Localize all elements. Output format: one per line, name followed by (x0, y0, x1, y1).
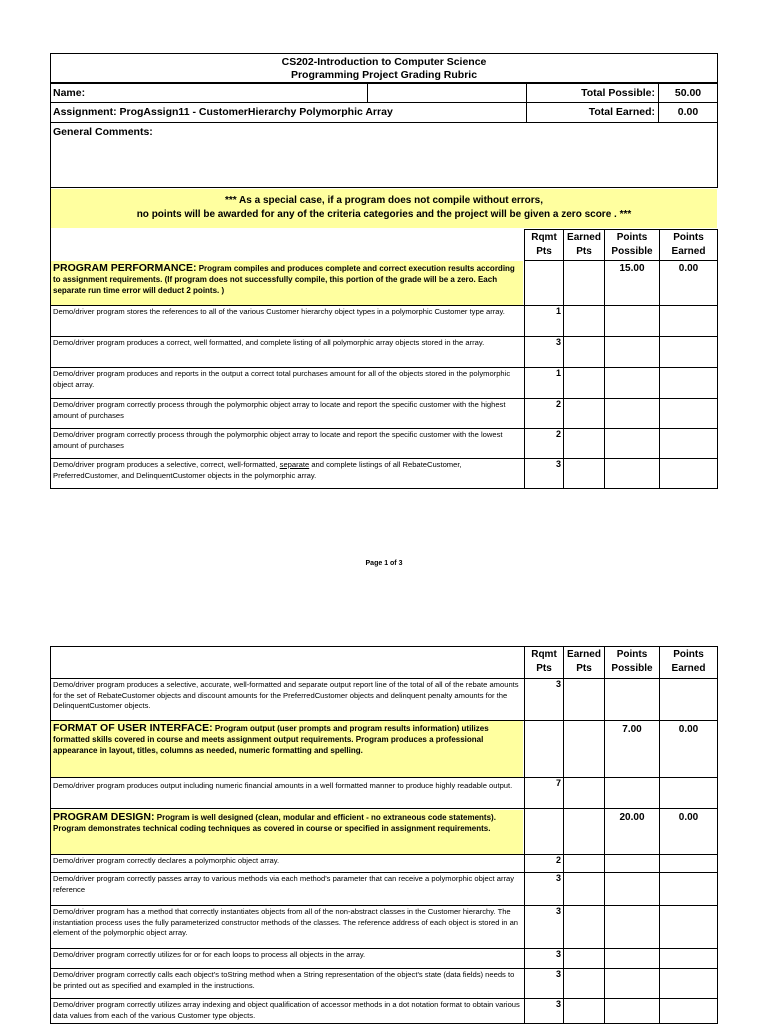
table-row: Demo/driver program correctly calls each object's toString method when a String representation of the object's state (data fields) needs to be printed out as specified and exampled in the instructions. (50, 968, 525, 999)
points-earned-cell (659, 777, 718, 809)
rqmt-pts-cell: 1 (524, 367, 564, 399)
total-possible-value-cell (658, 83, 718, 103)
perf-rqmt-cell (524, 260, 564, 306)
points-possible-cell (604, 398, 660, 429)
earned-pts-cell[interactable] (563, 305, 605, 337)
total-earned-label-cell (526, 102, 659, 123)
design-points-possible: 20.00 (619, 812, 645, 823)
design-earned-cell[interactable] (563, 808, 605, 855)
points-possible-cell (604, 305, 660, 337)
table-row: Demo/driver program correctly declares a polymorphic object array. (50, 854, 525, 873)
points-possible-cell (604, 968, 660, 999)
col-earned-pts: Earned Pts (563, 229, 605, 261)
total-earned-label: Total Earned: (588, 106, 655, 118)
design-heading: PROGRAM DESIGN: (53, 811, 155, 823)
rqmt-pts-cell: 2 (524, 854, 564, 873)
earned-pts-cell[interactable] (563, 777, 605, 809)
table-row: Demo/driver program produces a selective, accurate, well-formatted and separate output report line of the total of all of the rebate amounts for the set of RebateCustomer objects and discount amounts for the PreferredCustomer objects and delinquent penalty amounts for the DelinquentCustomer objects. (50, 678, 525, 721)
earned-pts-cell[interactable] (563, 872, 605, 906)
section-format-user-interface (51, 721, 523, 777)
earned-pts-cell[interactable] (563, 905, 605, 949)
rqmt-pts-cell: 3 (524, 678, 564, 721)
earned-pts-cell[interactable] (563, 678, 605, 721)
rqmt-pts-cell: 3 (524, 872, 564, 906)
format-heading: FORMAT OF USER INTERFACE: (53, 722, 213, 734)
general-comments-label: General Comments: (53, 126, 153, 138)
table-row: Demo/driver program correctly process through the polymorphic object array to locate and report the specific customer with the lowest amount of purchases (50, 428, 525, 459)
earned-pts-cell[interactable] (563, 398, 605, 429)
rubric-header (50, 53, 718, 83)
notice-line-2: no points will be awarded for any of the criteria categories and the project will be given a zero score . *** (136, 209, 632, 220)
page-footer: Page 1 of 3 (365, 560, 403, 567)
perf-earned-cell[interactable] (563, 260, 605, 306)
table-row: Demo/driver program stores the references to all of the various Customer hierarchy object types in a polymorphic Customer type array. (50, 305, 525, 337)
table-row: Demo/driver program correctly passes array to various methods via each method's parameter that can receive a polymorphic object array reference (50, 872, 525, 906)
format-description: Program output (user prompts and program results information) utilizes formatted skills covered in course and meets assignment output requirements. Program produces a professional appearance in layout, titles, columns as needed, numeric formatting and spelling. (53, 724, 489, 755)
points-possible-cell (604, 428, 660, 459)
earned-pts-cell[interactable] (563, 336, 605, 368)
points-earned-cell (659, 305, 718, 337)
format-possible-cell (604, 720, 660, 778)
table-row: Demo/driver program has a method that correctly instantiates objects from all of the non-abstract classes in the Customer hierarchy. The instantiation process uses the fully parameterized constructor methods of the classes. The reference address of each object is stored in an element of the polymorphic object array. (50, 905, 525, 949)
performance-points-earned: 0.00 (678, 263, 699, 274)
earned-pts-cell[interactable] (563, 428, 605, 459)
earned-pts-cell[interactable] (563, 968, 605, 999)
total-possible-label: Total Possible: (581, 87, 655, 99)
notice-line-1: *** As a special case, if a program does not compile without errors, (224, 195, 544, 206)
section-program-performance (51, 261, 523, 305)
rqmt-pts-cell: 3 (524, 905, 564, 949)
points-possible-cell (604, 678, 660, 721)
design-earned-total-cell (659, 808, 718, 855)
col-rqmt-pts: Rqmt Pts (524, 646, 564, 679)
compile-notice (51, 189, 717, 228)
points-earned-cell (659, 336, 718, 368)
assignment-cell (50, 102, 527, 123)
col-points-earned: Points Earned (659, 229, 718, 261)
earned-pts-cell[interactable] (563, 998, 605, 1024)
points-earned-cell (659, 398, 718, 429)
col-points-possible: Points Possible (604, 229, 660, 261)
earned-pts-cell[interactable] (563, 854, 605, 873)
col-rqmt-pts: Rqmt Pts (524, 229, 564, 261)
points-possible-cell (604, 367, 660, 399)
rqmt-pts-cell: 3 (524, 336, 564, 368)
points-earned-cell (659, 367, 718, 399)
format-earned-cell[interactable] (563, 720, 605, 778)
total-possible-value: 50.00 (674, 87, 702, 99)
rqmt-pts-cell: 2 (524, 428, 564, 459)
earned-pts-cell[interactable] (563, 948, 605, 969)
rubric-subtitle: Programming Project Grading Rubric (290, 69, 478, 81)
points-possible-cell (604, 777, 660, 809)
performance-description: Program compiles and produces complete and correct execution results according to assignment requirements. (If program does not successfully compile, this portion of the grade will be a zero. Each separate run time error will deduct 2 points. ) (53, 264, 515, 295)
earned-pts-cell[interactable] (563, 367, 605, 399)
perf-possible-cell (604, 260, 660, 306)
points-possible-cell (604, 458, 660, 489)
points-earned-cell (659, 854, 718, 873)
rqmt-pts-cell: 2 (524, 398, 564, 429)
col-earned-pts: Earned Pts (563, 646, 605, 679)
rqmt-pts-cell: 3 (524, 998, 564, 1024)
format-points-earned: 0.00 (678, 724, 699, 735)
rqmt-pts-cell: 3 (524, 458, 564, 489)
name-label: Name: (53, 87, 86, 99)
table-row: Demo/driver program correctly process through the polymorphic object array to locate and report the specific customer with the highest amount of purchases (50, 398, 525, 429)
performance-points-possible: 15.00 (619, 263, 645, 274)
design-description: Program is well designed (clean, modular and efficient - no extraneous code statements). Program demonstrates technical coding techniques as covered in course or specified in assignment requirements. (53, 813, 496, 833)
design-rqmt-cell (524, 808, 564, 855)
section-program-design (51, 810, 523, 854)
col-points-possible: Points Possible (604, 646, 660, 679)
table-row: Demo/driver program correctly utilizes for or for each loops to process all objects in the array. (50, 948, 525, 969)
points-earned-cell (659, 968, 718, 999)
table-row: Demo/driver program produces output including numeric financial amounts in a well formatted manner to produce highly readable output. (50, 777, 525, 809)
design-possible-cell (604, 808, 660, 855)
points-earned-cell (659, 998, 718, 1024)
total-earned-value: 0.00 (677, 106, 699, 118)
points-earned-cell (659, 948, 718, 969)
points-possible-cell (604, 854, 660, 873)
points-possible-cell (604, 948, 660, 969)
design-points-earned: 0.00 (678, 812, 699, 823)
points-earned-cell (659, 428, 718, 459)
table-row: Demo/driver program produces and reports in the output a correct total purchases amount for all of the objects stored in the polymorphic object array. (50, 367, 525, 399)
performance-heading: PROGRAM PERFORMANCE: (53, 262, 197, 274)
points-earned-cell (659, 872, 718, 906)
rqmt-pts-cell: 3 (524, 948, 564, 969)
points-earned-cell (659, 905, 718, 949)
rqmt-pts-cell: 1 (524, 305, 564, 337)
rqmt-pts-cell: 3 (524, 968, 564, 999)
col-points-earned: Points Earned (659, 646, 718, 679)
table-row: Demo/driver program produces a selective, correct, well-formatted, separate and complete listings of all RebateCustomer, PreferredCustomer, and DelinquentCustomer objects in the polymorphic array. (50, 458, 525, 489)
name-cell (50, 83, 368, 103)
general-comments-cell[interactable] (50, 122, 718, 188)
points-earned-cell (659, 458, 718, 489)
earned-pts-cell[interactable] (563, 458, 605, 489)
table-row: Demo/driver program produces a correct, well formatted, and complete listing of all polymorphic array objects stored in the array. (50, 336, 525, 368)
name-value-cell[interactable] (367, 83, 527, 103)
points-earned-cell (659, 678, 718, 721)
perf-earned-total-cell (659, 260, 718, 306)
table2-top-border (50, 646, 524, 647)
points-possible-cell (604, 336, 660, 368)
points-possible-cell (604, 998, 660, 1024)
format-rqmt-cell (524, 720, 564, 778)
format-earned-total-cell (659, 720, 718, 778)
format-points-possible: 7.00 (622, 724, 642, 735)
points-possible-cell (604, 872, 660, 906)
table-row: Demo/driver program correctly utilizes array indexing and object qualification of accessor methods in a dot notation format to obtain various data values from each of the various Customer type objects. (50, 998, 525, 1024)
points-possible-cell (604, 905, 660, 949)
rqmt-pts-cell: 7 (524, 777, 564, 809)
total-earned-value-cell (658, 102, 718, 123)
course-title: CS202-Introduction to Computer Science (281, 56, 487, 68)
total-possible-label-cell (526, 83, 659, 103)
assignment-label: Assignment: ProgAssign11 - CustomerHierarchy Polymorphic Array (53, 106, 393, 118)
